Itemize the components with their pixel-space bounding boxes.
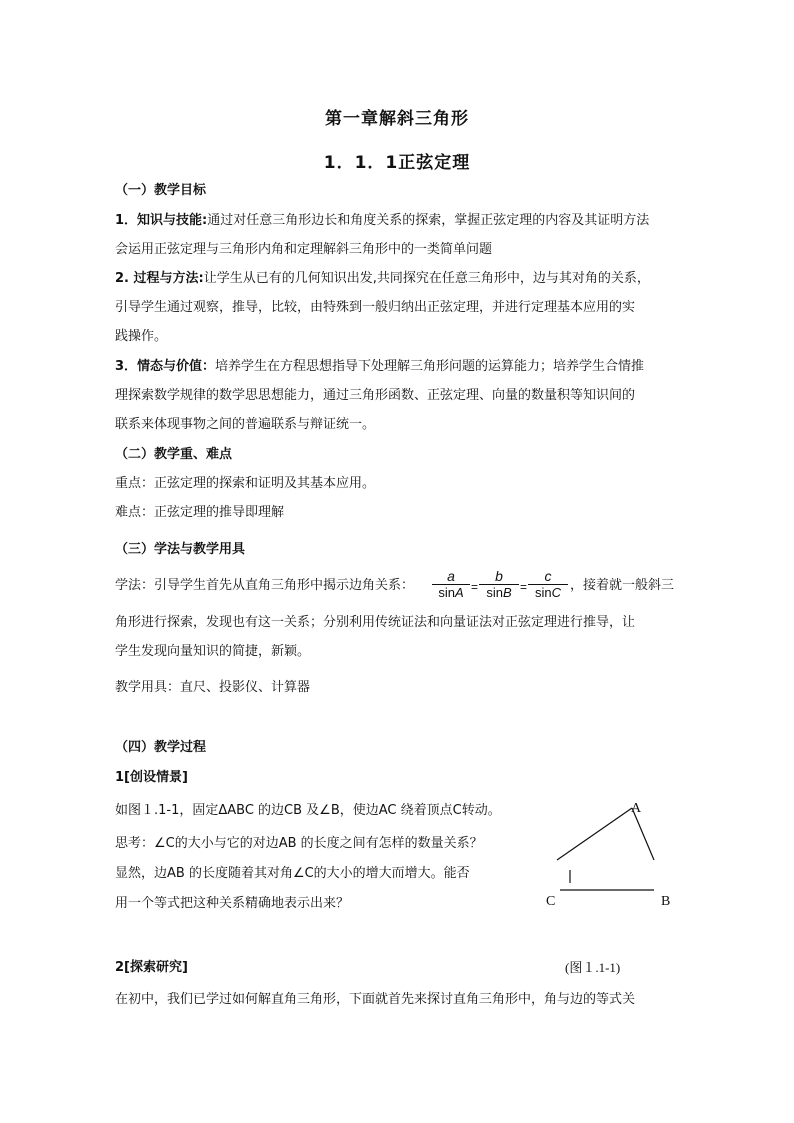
heading-methods-tools: （三）学法与教学用具 (115, 542, 246, 557)
denominator-sin-a (432, 584, 470, 601)
vertex-label-b: B (661, 894, 671, 909)
goal-2-line-1 (115, 269, 685, 289)
process-paragraph-5: 在初中，我们已学过如何解直角三角形，下面就首先来探讨直角三角形中，角与边的等式关 (115, 992, 636, 1007)
equals-sign-2: = (520, 580, 528, 594)
goal-3-line-3: 联系来体现事物之间的普遍联系与辩证统一。 (115, 417, 376, 432)
heading-key-points: （二）教学重、难点 (115, 447, 233, 462)
goal-3-label: 3．情态与价值： (115, 359, 216, 374)
sin-label: sin (486, 585, 503, 600)
numerator-b: b (495, 568, 503, 584)
method-line-2: 角形进行探索，发现也有这一关系；分别利用传统证法和向量证法对正弦定理进行推导，让 (115, 615, 636, 630)
vertex-label-a: A (631, 801, 642, 816)
var-b: B (502, 585, 512, 600)
goal-3-text: 培养学生在方程思想指导下处理解三角形问题的运算能力；培养学生合情推 (215, 359, 645, 374)
sin-label: sin (438, 585, 455, 600)
method-text-before: 学法：引导学生首先从直角三角形中揭示边角关系： (115, 578, 415, 593)
goal-2-label: 2. 过程与方法: (115, 271, 204, 286)
chapter-title: 第一章解斜三角形 (325, 109, 469, 129)
method-text-after: ，接着就一般斜三 (570, 578, 675, 593)
figure-caption: (图１.1-1) (565, 960, 621, 975)
goal-2-line-3: 践操作。 (115, 329, 168, 344)
goal-3-line-2: 理探索数学规律的数学思思想能力，通过三角形函数、正弦定理、向量的数量积等知识间的 (115, 388, 636, 403)
teaching-tools: 教学用具：直尺、投影仪、计算器 (115, 680, 311, 695)
section-title: 1．1．1正弦定理 (323, 153, 471, 173)
fraction-c-over-sin-c (528, 568, 568, 601)
side-ca-line (557, 808, 632, 860)
goal-3-line-1 (115, 357, 685, 377)
var-c: C (551, 585, 561, 600)
goal-1-label: 1．知识与技能: (115, 213, 208, 228)
process-paragraph-4: 用一个等式把这种关系精确地表示出来？ (115, 896, 350, 911)
denominator-sin-b (479, 584, 519, 601)
process-paragraph-3: 显然，边AB 的长度随着其对角∠C的大小的增大而增大。能否 (115, 866, 470, 881)
goal-2-line-2: 引导学生通过观察，推导，比较，由特殊到一般归纳出正弦定理，并进行定理基本应用的实 (115, 300, 636, 315)
fraction-b-over-sin-b (479, 568, 519, 601)
subheading-explore-research: 2[探索研究] (115, 960, 188, 975)
vertex-label-c: C (546, 894, 556, 909)
process-paragraph-1: 如图１.1-1，固定ΔABC 的边CB 及∠B，使边AC 绕着顶点C转动。 (115, 803, 501, 818)
numerator-c: c (544, 568, 552, 584)
subheading-create-scenario: 1[创设情景] (115, 770, 188, 785)
fraction-a-over-sin-a (432, 568, 470, 601)
heading-teaching-goals: （一）教学目标 (115, 183, 207, 198)
goal-2-text: 让学生从已有的几何知识出发,共同探究在任意三角形中，边与其对角的关系， (203, 271, 650, 286)
key-point: 重点：正弦定理的探索和证明及其基本应用。 (115, 476, 376, 491)
heading-teaching-process: （四）教学过程 (115, 740, 207, 755)
goal-1-line-2: 会运用正弦定理与三角形内角和定理解斜三角形中的一类简单问题 (115, 242, 493, 257)
goal-1-line-1 (115, 211, 685, 231)
equals-sign-1: = (471, 580, 479, 594)
method-line-3: 学生发现向量知识的简捷，新颖。 (115, 644, 311, 659)
denominator-sin-c (528, 584, 568, 601)
sin-label: sin (534, 585, 552, 600)
numerator-a: a (447, 568, 455, 584)
goal-1-text: 通过对任意三角形边长和角度关系的探索，掌握正弦定理的内容及其证明方法 (207, 213, 650, 228)
difficult-point: 难点：正弦定理的推导即理解 (115, 505, 285, 520)
process-paragraph-2: 思考：∠C的大小与它的对边AB 的长度之间有怎样的数量关系？ (115, 836, 483, 851)
var-a: A (454, 585, 464, 600)
